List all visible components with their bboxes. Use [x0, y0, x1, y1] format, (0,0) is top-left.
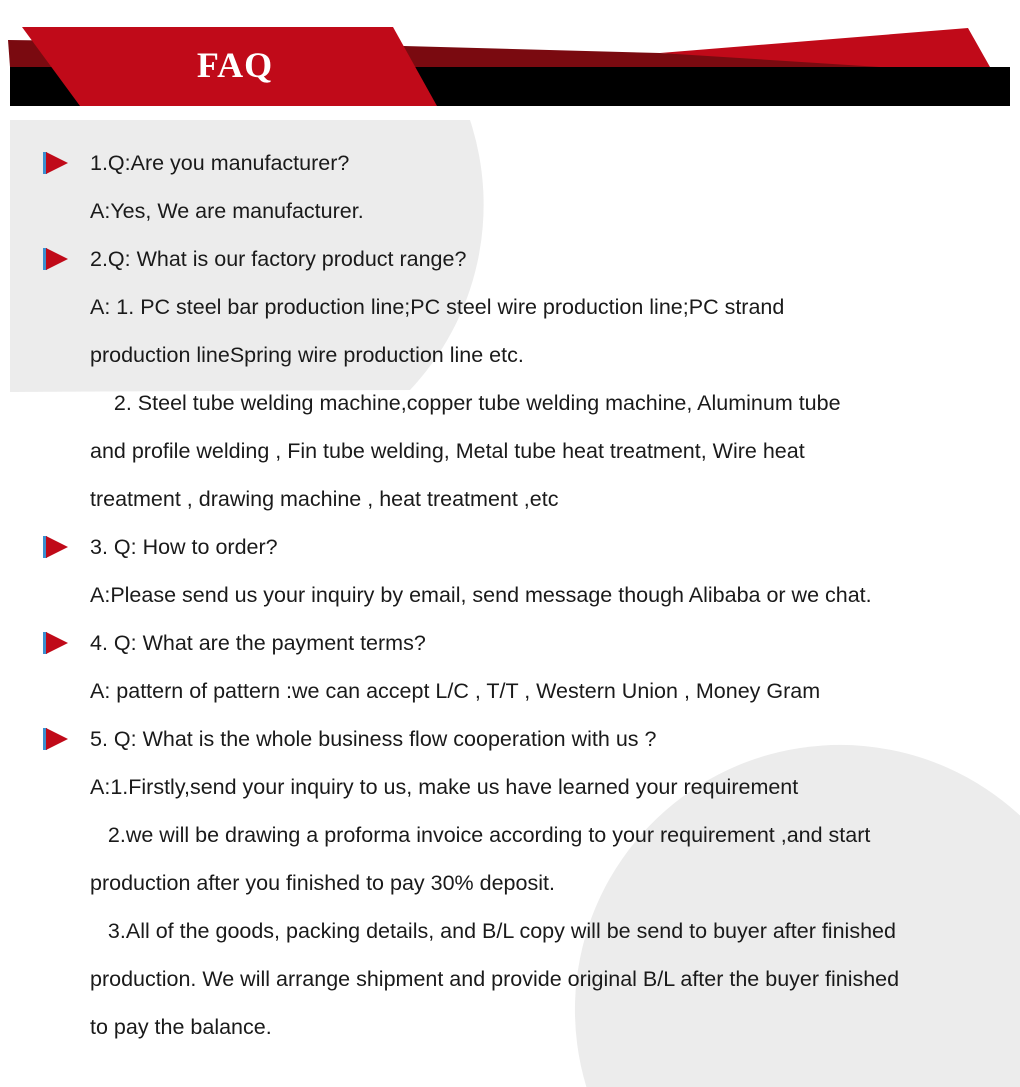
faq-question: 4. Q: What are the payment terms? [90, 631, 426, 655]
bullet-arrow-icon [43, 536, 69, 558]
faq-question: 2.Q: What is our factory product range? [90, 247, 467, 271]
faq-answer-line: production. We will arrange shipment and provide original B/L after the buyer finished [90, 967, 900, 991]
bullet-arrow-icon [43, 152, 69, 174]
bullet-arrow-icon [43, 632, 69, 654]
faq-answer-line: production lineSpring wire production line etc. [90, 343, 524, 367]
bullet-arrow-icon [43, 248, 69, 270]
faq-answer-line: and profile welding , Fin tube welding, Metal tube heat treatment, Wire heat [90, 439, 805, 463]
faq-answer-line: A:Yes, We are manufacturer. [90, 199, 364, 223]
faq-answer-line: A:1.Firstly,send your inquiry to us, make us have learned your requirement [90, 775, 799, 799]
faq-answer-line: treatment , drawing machine , heat treatment ,etc [90, 487, 559, 511]
faq-answer-line: A: pattern of pattern :we can accept L/C , T/T , Western Union , Money Gram [90, 679, 821, 703]
faq-answer-line: to pay the balance. [90, 1015, 272, 1039]
faq-answer-line: production after you finished to pay 30% deposit. [90, 871, 555, 895]
bullet-arrow-icon [43, 728, 69, 750]
page-title: FAQ [196, 45, 274, 85]
faq-answer-line: 2. Steel tube welding machine,copper tube welding machine, Aluminum tube [90, 391, 841, 415]
faq-question: 1.Q:Are you manufacturer? [90, 151, 350, 175]
faq-answer-line: A: 1. PC steel bar production line;PC steel wire production line;PC strand [90, 295, 785, 319]
faq-answer-line: 2.we will be drawing a proforma invoice according to your requirement ,and start [90, 823, 871, 847]
faq-answer-line: 3.All of the goods, packing details, and B/L copy will be send to buyer after finished [90, 919, 896, 943]
faq-answer-line: A:Please send us your inquiry by email, send message though Alibaba or we chat. [90, 583, 872, 607]
faq-question: 5. Q: What is the whole business flow cooperation with us ? [90, 727, 657, 751]
faq-question: 3. Q: How to order? [90, 535, 278, 559]
